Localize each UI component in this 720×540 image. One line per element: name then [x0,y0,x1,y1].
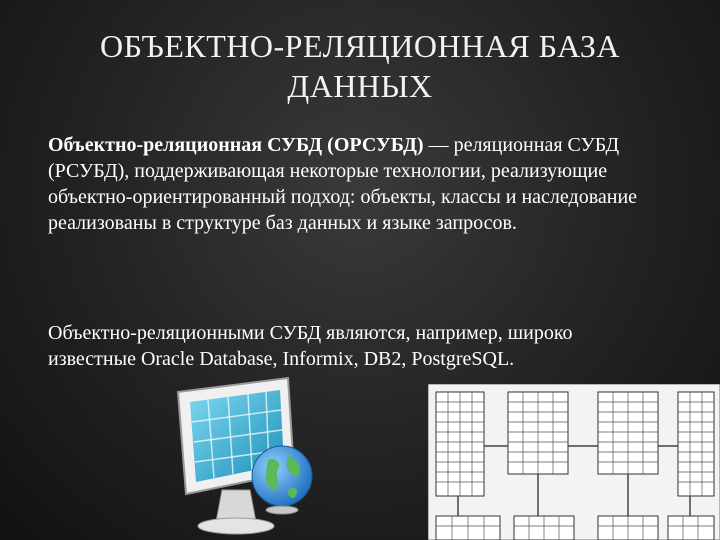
definition-text: — реляционная СУБД (РСУБД), поддерживающая некоторые технологии, реализующие объектно-ориентированный подход: объекты, классы и наследование реализованы в структуре баз данных и языке запросов. [48,134,638,234]
monitor-globe-icon [170,372,320,540]
database-schema-diagram [428,384,720,540]
paragraph-definition [48,132,648,236]
paragraph-examples: Объектно-реляционными СУБД являются, например, широко известные Oracle Database, Informix, DB2, PostgreSQL. [48,322,573,370]
title-line-1: ОБЪЕКТНО-РЕЛЯЦИОННАЯ БАЗА [99,28,621,64]
title-line-2: ДАННЫХ [287,68,433,104]
slide-title [40,26,680,106]
definition-term: Объектно-реляционная СУБД (ОРСУБД) [48,134,424,156]
